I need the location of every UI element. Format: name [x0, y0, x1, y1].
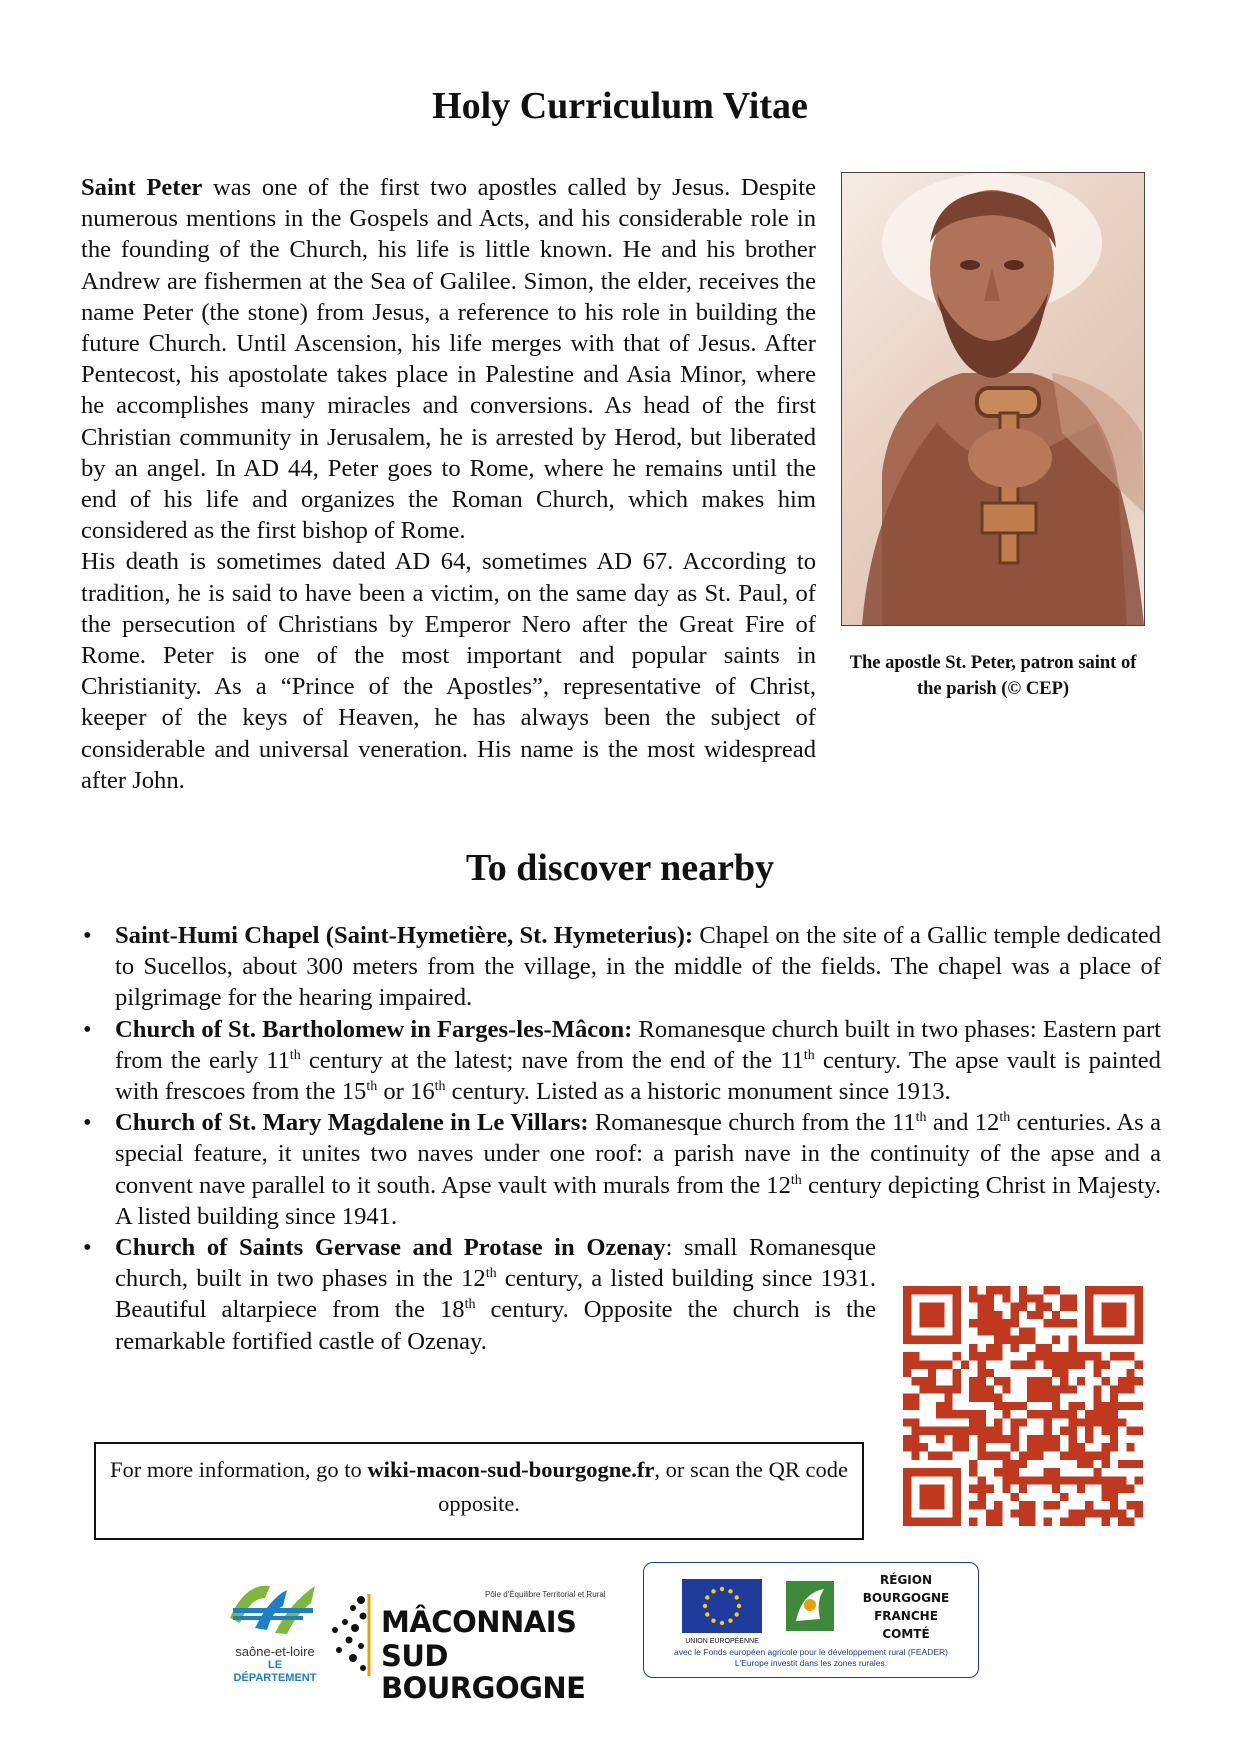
list-item	[81, 1107, 1161, 1232]
place-description: century at the latest; nave from the end of the 11	[300, 1046, 804, 1074]
saone-et-loire-logo	[225, 1578, 325, 1684]
pays-tagline: Pôle d'Équilibre Territorial et Rural	[485, 1590, 606, 1599]
department-name: saône-et-loire	[235, 1644, 315, 1659]
region-line4: COMTÉ	[882, 1627, 930, 1641]
intro-paragraph-1-text: was one of the first two apostles called by Jesus. Despite numerous mentions in the Gospels and Acts, and his considerable role in the founding of the Church, his life is little known. He and his brother Andrew are fishermen at the Sea of Galilee. Simon, the elder, receives the name Peter (the stone) from Jesus, a reference to his role in building the future Church. Until Ascension, his life merges with that of Jesus. After Pentecost, his apostolate takes place in Palestine and Asia Minor, where he accomplishes many miracles and conversions. As head of the first Christian community in Jerusalem, he is arrested by Herod, but liberated by an angel. In AD 44, Peter goes to Rome, where he remains until the end of his life and organizes the Roman Church, which makes him considered as the first bishop of Rome.	[81, 174, 816, 545]
qr-code[interactable]	[903, 1286, 1143, 1526]
place-description: centuries. As a special feature, it unites two naves under one roof: a parish nave in the continuity of the apse and a convent nave parallel to it south. Apse vault with murals from the 12	[115, 1109, 1161, 1199]
place-description: century, a listed building since 1931. Beautiful altarpiece from the 18	[115, 1265, 876, 1324]
place-description: : small Romanesque church, built in two phases in the 12	[115, 1234, 876, 1293]
pays-name-line2: SUD BOURGOGNE	[381, 1639, 586, 1705]
intro-text	[81, 172, 816, 796]
department-subtitle: LE DÉPARTEMENT	[233, 1659, 317, 1684]
place-description: century. Listed as a historic monument since 1913.	[445, 1078, 951, 1106]
nearby-title: To discover nearby	[465, 847, 775, 889]
eu-label: UNION EUROPÉENNE	[685, 1638, 759, 1645]
ordinal-suffix: th	[999, 1110, 1011, 1126]
more-info-box	[94, 1442, 864, 1540]
feader-line1: avec le Fonds européen agricole pour le développement rural (FEADER)	[673, 1647, 949, 1657]
department-emblem-icon	[225, 1578, 325, 1640]
photo-caption: The apostle St. Peter, patron saint of the parish (© CEP)	[849, 653, 1137, 699]
pays-name-line1: MÂCONNAIS	[381, 1605, 577, 1639]
place-description: or 16	[377, 1078, 435, 1106]
list-item	[81, 1014, 1161, 1108]
place-name: Church of St. Bartholomew in Farges-les-Mâcon:	[115, 1015, 633, 1043]
intro-paragraph-2: His death is sometimes dated AD 64, sometimes AD 67. According to tradition, he is said to have been a victim, on the same day as St. Paul, of the persecution of Christians by Emperor Nero after the Great Fire of Rome. Peter is one of the most important and popular saints in Christianity. As a “Prince of the Apostles”, representative of Christ, keeper of the keys of Heaven, he has always been the subject of considerable and universal veneration. His name is the most widespread after John.	[81, 548, 816, 794]
ordinal-suffix: th	[464, 1297, 476, 1313]
place-name: Church of St. Mary Magdalene in Le Villars:	[115, 1109, 589, 1137]
region-logo	[840, 1571, 972, 1643]
ordinal-suffix: th	[803, 1047, 815, 1063]
list-item	[81, 1232, 876, 1357]
dots-pattern-icon	[325, 1588, 371, 1678]
place-description: century depicting Christ in Majesty. A listed building since 1941.	[115, 1171, 1162, 1230]
feader-line2: L'Europe investit dans les zones rurales.	[734, 1658, 888, 1668]
ordinal-suffix: th	[790, 1172, 802, 1188]
region-line1: RÉGION	[880, 1573, 932, 1587]
place-description: century. The apse vault is painted with frescoes from the 15	[115, 1046, 1161, 1106]
place-description: century. Opposite the church is the remarkable fortified castle of Ozenay.	[115, 1296, 876, 1355]
statue-illustration	[842, 173, 1144, 625]
list-item	[81, 920, 1161, 1014]
leader-logo-icon	[786, 1581, 834, 1631]
website-link[interactable]: wiki-macon-sud-bourgogne.fr	[367, 1457, 655, 1482]
place-description: Romanesque church built in two phases: Eastern part from the early 11	[115, 1015, 1161, 1074]
place-description: Chapel on the site of a Gallic temple dedicated to Sucellos, about 300 meters from the village, in the middle of the fields. The chapel was a place of pilgrimage for the hearing impaired.	[115, 922, 1161, 1012]
more-info-text: For more information, go to	[109, 1457, 368, 1482]
place-name: Saint-Humi Chapel (Saint-Hymetière, St. Hymeterius):	[115, 922, 694, 949]
ordinal-suffix: th	[434, 1078, 446, 1094]
place-name: Church of Saints Gervase and Protase in Ozenay	[115, 1234, 666, 1262]
ordinal-suffix: th	[915, 1110, 927, 1126]
intro-subject: Saint Peter	[81, 174, 203, 201]
feader-note	[648, 1647, 974, 1669]
page-title: Holy Curriculum Vitae	[432, 85, 808, 127]
funding-partners-block	[643, 1562, 979, 1678]
ordinal-suffix: th	[289, 1047, 301, 1063]
ordinal-suffix: th	[366, 1078, 378, 1094]
saint-peter-photo	[841, 172, 1145, 626]
eu-flag-icon	[682, 1579, 762, 1645]
place-description: Romanesque church from the 11	[588, 1109, 916, 1137]
more-info-text: , or scan the QR code opposite.	[438, 1457, 849, 1516]
region-line2: BOURGOGNE	[862, 1591, 950, 1605]
maconnais-sud-bourgogne-logo	[325, 1588, 625, 1705]
intro-paragraph-1	[81, 172, 816, 546]
ordinal-suffix: th	[485, 1266, 497, 1282]
region-line3: FRANCHE	[874, 1609, 938, 1623]
place-description: and 12	[926, 1109, 1000, 1137]
